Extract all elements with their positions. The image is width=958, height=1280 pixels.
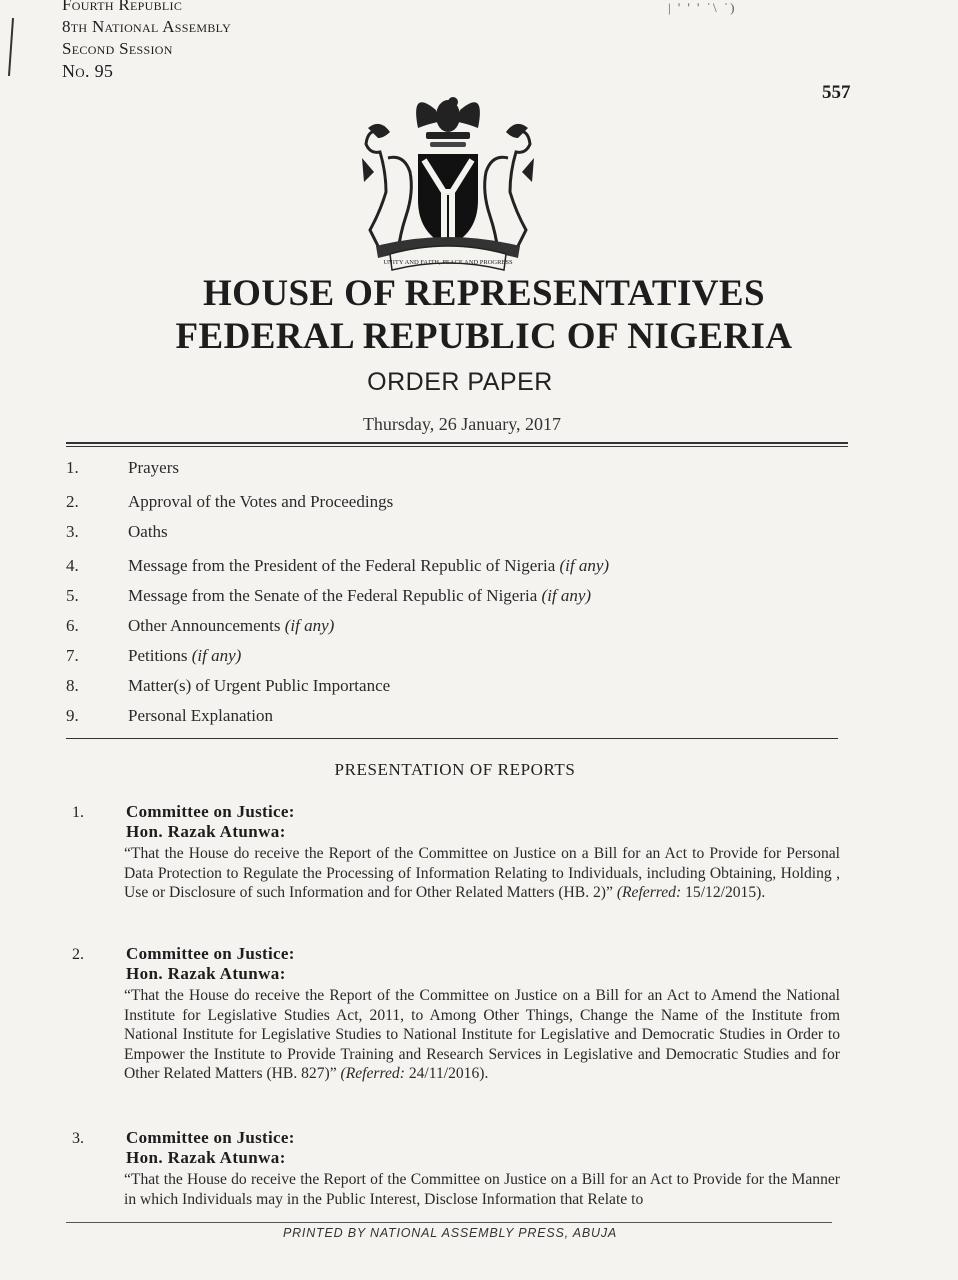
agenda-number: 7.	[66, 646, 79, 665]
margin-mark	[8, 18, 14, 76]
agenda-label: Message from the President of the Federal Republic of Nigeria	[128, 556, 556, 575]
report-number: 3.	[72, 1130, 84, 1147]
agenda-number: 1.	[66, 458, 79, 477]
report-motion: “That the House do receive the Report of the Committee on Justice on a Bill for an Act to Amend the National Institute for Legislative Studies Act, 2011, to Among Other Things, Change the Name of the Institute from National Institute for Legislative Studies to National Institute for Legislative and Democratic Studies in Order to Empower the Institute to Provide Training and Research Services in Legislative and Democratic Studies and for Other Related Matters (HB. 827)”	[124, 987, 840, 1082]
session-header	[62, 0, 231, 82]
agenda-note: (if any)	[541, 586, 592, 605]
report-referred-label: (Referred:	[616, 884, 682, 901]
agenda-label: Oaths	[128, 522, 168, 541]
report-number: 1.	[72, 804, 84, 821]
agenda-number: 5.	[66, 586, 79, 605]
order-paper-heading: ORDER PAPER	[367, 368, 553, 396]
agenda-number: 2.	[66, 492, 79, 511]
agenda-number: 9.	[66, 706, 79, 725]
agenda-label: Approval of the Votes and Proceedings	[128, 492, 394, 511]
agenda-note: (if any)	[284, 616, 335, 635]
report-text	[124, 986, 840, 1084]
agenda-label: Message from the Senate of the Federal Republic of Nigeria	[128, 586, 538, 605]
session-assembly: 8th National Assembly	[62, 17, 232, 36]
agenda-note: (if any)	[559, 556, 610, 575]
agenda-label: Personal Explanation	[128, 706, 273, 725]
report-member: Hon. Razak Atunwa:	[126, 822, 286, 841]
report-motion: “That the House do receive the Report of the Committee on Justice on a Bill for an Act to Provide for the Manner in which Individuals may in the Public Interest, Disclose Information that Relate to	[124, 1171, 840, 1208]
agenda-number: 8.	[66, 676, 79, 695]
report-text	[124, 844, 840, 903]
agenda-number: 3.	[66, 522, 79, 541]
agenda-label: Other Announcements	[128, 616, 281, 635]
republic-title: FEDERAL REPUBLIC OF NIGERIA	[175, 316, 793, 357]
report-referred-label: (Referred:	[340, 1065, 405, 1082]
footer-divider	[66, 1222, 832, 1223]
header-divider	[66, 442, 848, 447]
report-motion: “That the House do receive the Report of the Committee on Justice on a Bill for an Act to Provide for Personal Data Protection to Regulate the Processing of Information Relating to Individuals, including Obtaining, Holding , Use or Disclosure of such Information and for Other Related Matters (HB. 2)”	[124, 845, 840, 901]
page-number: 557	[822, 82, 851, 103]
report-committee: Committee on Justice:	[126, 802, 295, 821]
report-referred-date: 24/11/2016).	[408, 1065, 489, 1082]
agenda-label: Matter(s) of Urgent Public Importance	[128, 676, 391, 695]
session-republic: Fourth Republic	[62, 0, 183, 14]
report-member: Hon. Razak Atunwa:	[126, 964, 286, 983]
report-number: 2.	[72, 946, 84, 963]
handwritten-mark: | ' ' ' ˈ\ ˈ)	[668, 0, 737, 15]
agenda-number: 4.	[66, 556, 79, 575]
agenda-note: (if any)	[191, 646, 242, 665]
agenda-label: Petitions	[128, 646, 188, 665]
coat-of-arms-motto: UNITY AND FAITH, PEACE AND PROGRESS	[383, 259, 513, 266]
printer-footer: PRINTED BY NATIONAL ASSEMBLY PRESS, ABUJA	[282, 1226, 618, 1240]
agenda-label: Prayers	[128, 458, 179, 477]
section-heading: PRESENTATION OF REPORTS	[334, 760, 576, 779]
report-referred-date: 15/12/2015).	[685, 884, 766, 901]
session-number: No. 95	[62, 61, 114, 81]
order-paper-date: Thursday, 26 January, 2017	[362, 414, 562, 434]
agenda-number: 6.	[66, 616, 79, 635]
agenda-divider	[66, 738, 838, 739]
session-name: Second Session	[62, 39, 173, 58]
report-committee: Committee on Justice:	[126, 944, 295, 963]
report-committee: Committee on Justice:	[126, 1128, 295, 1147]
house-title: HOUSE OF REPRESENTATIVES	[203, 273, 765, 314]
report-text	[124, 1170, 840, 1209]
coat-of-arms-icon	[340, 88, 556, 276]
report-member: Hon. Razak Atunwa:	[126, 1148, 286, 1167]
